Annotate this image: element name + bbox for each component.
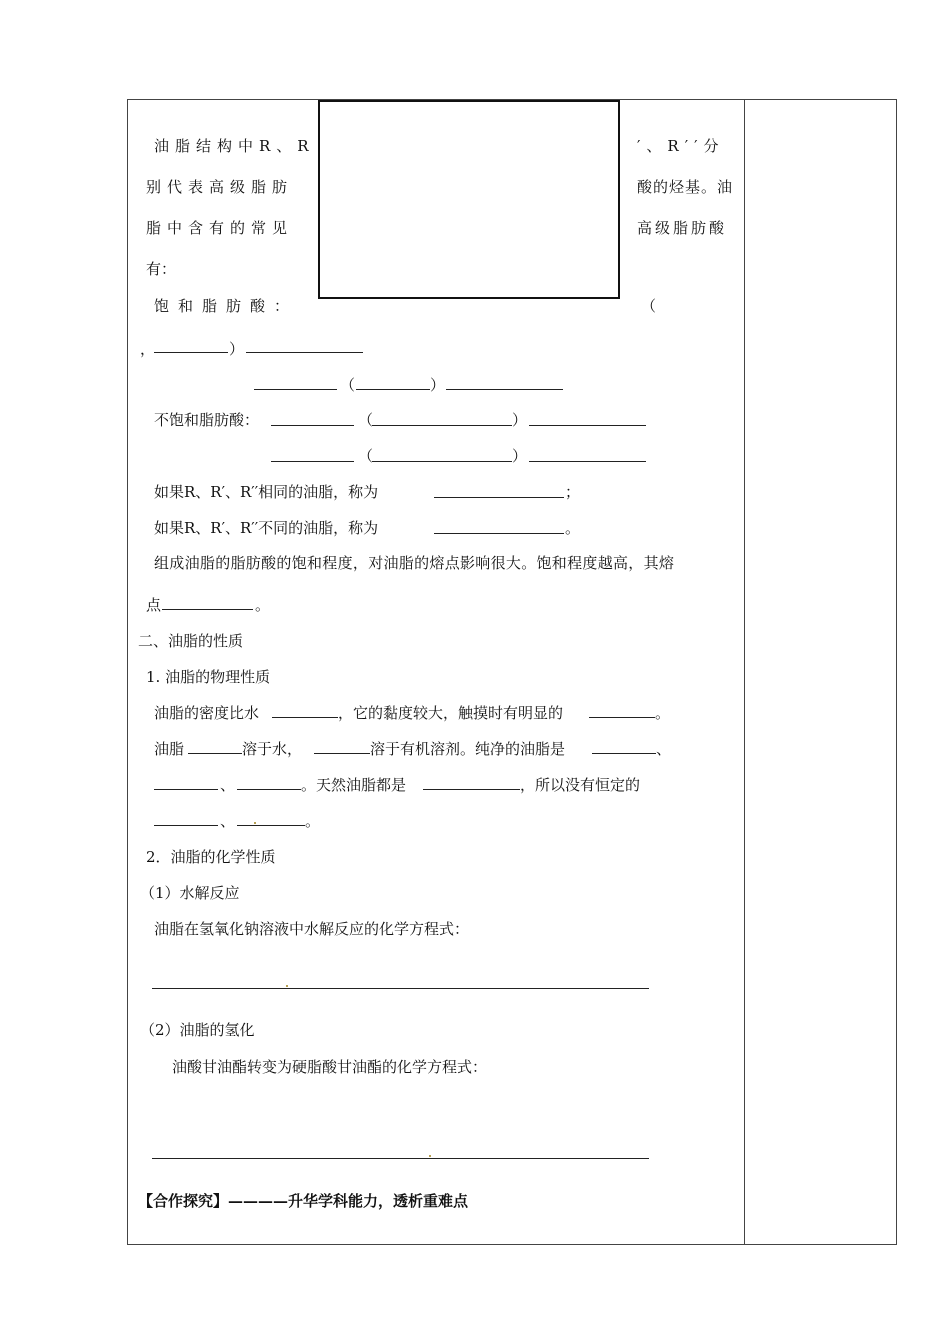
blank-line <box>188 753 242 754</box>
unsaturated-row2-paren-open: （ <box>358 447 374 465</box>
blank-line <box>246 352 363 353</box>
stray-mark <box>286 985 288 987</box>
equation-answer-line <box>152 988 649 989</box>
blank-line <box>372 425 512 426</box>
phys-line2-c: 溶于有机溶剂。纯净的油脂是 <box>370 740 566 758</box>
blank-line <box>434 497 564 498</box>
intro-line3-right: 高级脂肪酸 <box>637 219 728 237</box>
physical-properties-title: 1. 油脂的物理性质 <box>146 668 271 686</box>
section2-title: 二、油脂的性质 <box>138 632 244 650</box>
saturated-row2-comma: ， <box>140 340 156 358</box>
chemical-properties-title: 2．油脂的化学性质 <box>146 848 276 866</box>
saturated-row3-paren-open: （ <box>340 376 356 394</box>
phys-line3-c: ，所以没有恒定的 <box>520 776 641 794</box>
blank-line <box>529 461 646 462</box>
coop-dash: ———— <box>228 1192 289 1210</box>
intro-line1-right: ′、R′′分 <box>637 137 725 155</box>
phys-line1-b: ，它的黏度较大，触摸时有明显的 <box>338 704 564 722</box>
phys-line1-c: 。 <box>655 704 671 722</box>
coop-text: 升华学科能力，透析重难点 <box>288 1192 469 1210</box>
diff-fat-end: 。 <box>565 519 581 537</box>
blank-line <box>592 753 656 754</box>
blank-line <box>162 609 253 610</box>
stray-mark <box>254 822 256 824</box>
unsaturated-row1-paren-open: （ <box>358 411 374 429</box>
coop-tag: 【合作探究】 <box>138 1192 229 1210</box>
melting-point-line: 组成油脂的脂肪酸的饱和程度，对油脂的熔点影响很大。饱和程度越高，其熔 <box>154 554 675 572</box>
same-fat-end: ； <box>565 483 581 501</box>
hydrolysis-desc: 油脂在氢氧化钠溶液中水解反应的化学方程式： <box>154 920 470 938</box>
unsaturated-row2-paren-close: ） <box>512 447 528 465</box>
blank-line <box>237 825 305 826</box>
blank-line <box>434 533 564 534</box>
blank-line <box>589 717 655 718</box>
phys-line3-b: 。天然油脂都是 <box>301 776 407 794</box>
saturated-label: 饱和脂肪酸： <box>154 297 299 315</box>
blank-line <box>372 461 512 462</box>
phys-line3-a: 、 <box>220 776 236 794</box>
blank-line <box>446 389 563 390</box>
unsaturated-label: 不饱和脂肪酸： <box>154 411 260 429</box>
hydrogenation-desc: 油酸甘油酯转变为硬脂酸甘油酯的化学方程式： <box>172 1058 488 1076</box>
melting-point-end: 。 <box>255 596 271 614</box>
hydrogenation-title: （2）油脂的氢化 <box>140 1021 255 1039</box>
intro-line1-left: 油脂结构中R、R <box>154 137 315 155</box>
blank-line <box>423 789 520 790</box>
blank-line <box>237 789 301 790</box>
blank-line <box>154 825 218 826</box>
blank-line <box>314 753 370 754</box>
blank-line <box>271 461 354 462</box>
diff-fat-line: 如果R、R′、R′′不同的油脂，称为 <box>154 519 379 537</box>
blank-line <box>271 425 354 426</box>
intro-line2-right: 酸的烃基。油 <box>637 178 734 196</box>
intro-line2-left: 别代表高级脂肪 <box>146 178 294 196</box>
unsaturated-row1-paren-close: ） <box>512 411 528 429</box>
equation-answer-line <box>152 1158 649 1159</box>
structure-image-box <box>318 100 620 299</box>
phys-line2-d: 、 <box>656 740 672 758</box>
phys-line2-a: 油脂 <box>154 740 185 758</box>
phys-line4-b: 。 <box>305 812 321 830</box>
column-divider <box>744 99 745 1245</box>
phys-line4-a: 、 <box>220 812 236 830</box>
phys-line1-a: 油脂的密度比水 <box>154 704 260 722</box>
hydrolysis-title: （1）水解反应 <box>140 884 240 902</box>
blank-line <box>529 425 646 426</box>
melting-point-line2: 点 <box>146 596 162 614</box>
saturated-paren-open: （ <box>641 297 657 315</box>
blank-line <box>154 352 228 353</box>
phys-line2-b: 溶于水， <box>242 740 303 758</box>
blank-line <box>254 389 337 390</box>
blank-line <box>272 717 338 718</box>
stray-mark <box>429 1155 431 1157</box>
saturated-row3-paren-close: ） <box>430 376 446 394</box>
blank-line <box>154 789 218 790</box>
same-fat-line: 如果R、R′、R′′相同的油脂，称为 <box>154 483 379 501</box>
blank-line <box>356 389 430 390</box>
intro-line3-left: 脂中含有的常见 <box>146 219 294 237</box>
coop-header <box>138 1191 468 1211</box>
saturated-row2-paren-close: ） <box>229 340 245 358</box>
intro-line4: 有： <box>146 260 177 278</box>
